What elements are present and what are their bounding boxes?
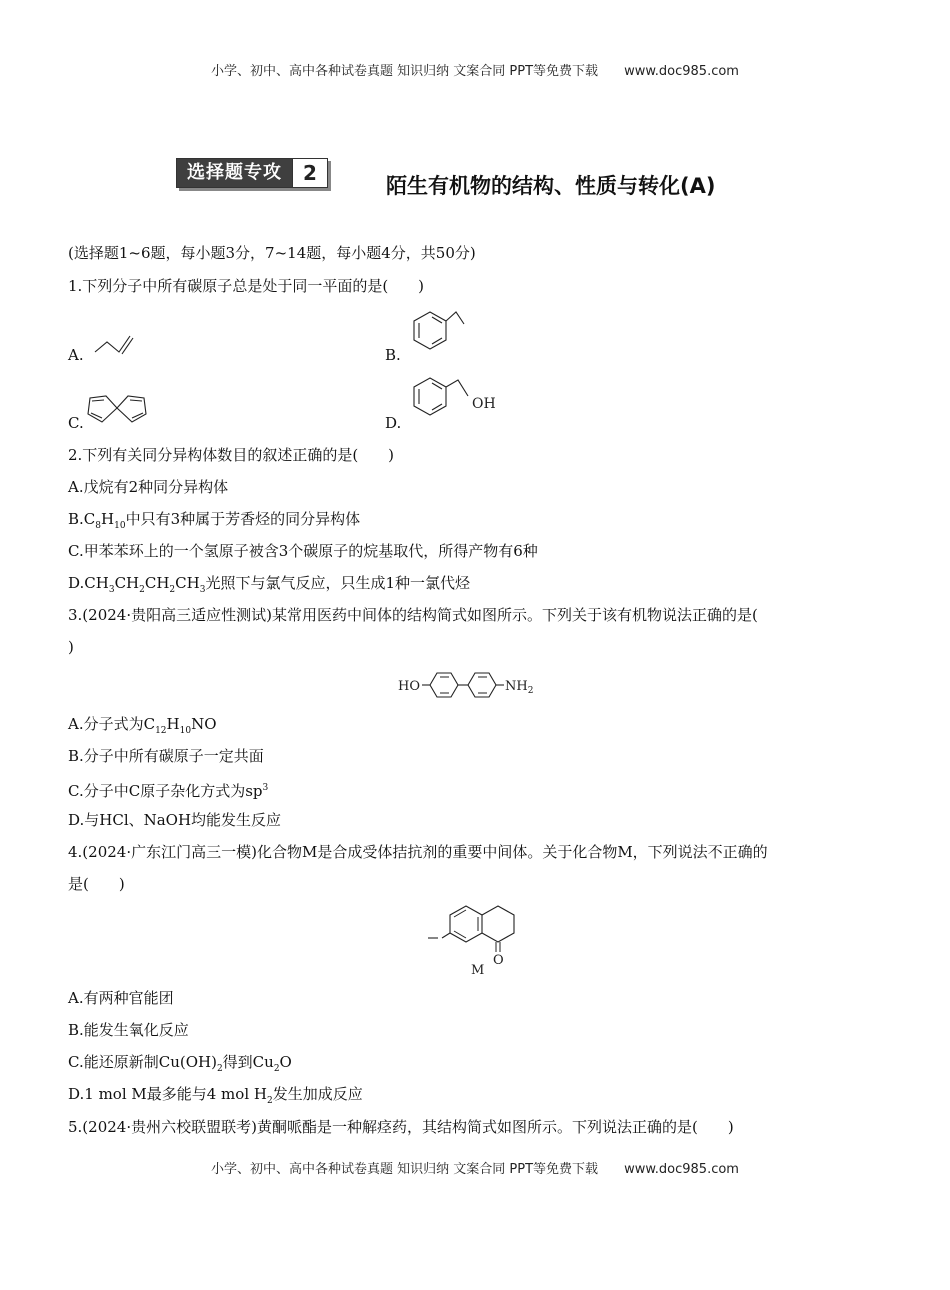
q1-option-d-label: D. xyxy=(385,414,402,432)
section-title xyxy=(176,158,876,202)
text-part: A.分子式为C xyxy=(68,715,156,733)
text-part: O xyxy=(279,1053,292,1071)
text-part: C.分子中C原子杂化方式为sp xyxy=(68,782,263,800)
text-part: 光照下与氯气反应，只生成1种一氯代烃 xyxy=(205,574,470,592)
text-part: C.能还原新制Cu(OH) xyxy=(68,1053,217,1071)
q3-nh-label: NH xyxy=(505,679,528,694)
text-part: 发生加成反应 xyxy=(272,1085,363,1103)
subscript: 3 xyxy=(108,585,115,595)
q3-structure xyxy=(398,667,558,703)
q4-structure xyxy=(422,898,532,978)
q2-option-d xyxy=(68,573,470,600)
subscript: 10 xyxy=(179,726,192,736)
q3-stem-line2: ) xyxy=(68,638,74,656)
q4-stem-line2: 是( ) xyxy=(68,875,125,893)
superscript: 3 xyxy=(262,783,269,793)
q2-option-b xyxy=(68,509,360,536)
q3-option-c xyxy=(68,778,268,801)
q3-option-d: D.与HCl、NaOH均能发生反应 xyxy=(68,811,282,829)
page-footer xyxy=(0,1158,950,1177)
text-part: CH xyxy=(144,574,170,592)
q3-stem-line1: 3.(2024·贵阳高三适应性测试)某常用医药中间体的结构简式如图所示。下列关于该有机物说法正确的是( xyxy=(68,606,758,624)
q2-option-c: C.甲苯苯环上的一个氢原子被含3个碳原子的烷基取代，所得产物有6种 xyxy=(68,542,538,560)
text-part: CH xyxy=(114,574,140,592)
text-part: CH xyxy=(175,574,200,592)
q1-option-d-structure xyxy=(406,372,510,430)
q4-stem-line1: 4.(2024·广东江门高三一模)化合物M是合成受体拮抗剂的重要中间体。关于化合物M，下列说法不正确的 xyxy=(68,843,768,861)
q4-m-label: M xyxy=(471,963,485,978)
text-part: H xyxy=(166,715,180,733)
svg-text:NH2 xyxy=(505,679,533,696)
header-site: www.doc985.com xyxy=(624,64,739,79)
text-part: D.CH xyxy=(68,574,109,592)
q4-option-c xyxy=(68,1052,292,1079)
text-part: 中只有3种属于芳香烃的同分异构体 xyxy=(125,510,361,528)
q4-o-label: O xyxy=(493,953,504,968)
q1-d-oh-label: OH xyxy=(472,396,496,412)
subscript: 2 xyxy=(216,1064,223,1074)
text-part: H xyxy=(101,510,115,528)
q1-option-a-structure xyxy=(92,330,138,356)
text-part: NO xyxy=(191,715,217,733)
page-header xyxy=(0,60,950,79)
q3-ho-label: HO xyxy=(398,679,420,694)
q5-stem: 5.(2024·贵州六校联盟联考)黄酮哌酯是一种解痉药，其结构简式如图所示。下列说法正确的是( ) xyxy=(68,1118,734,1136)
q2-stem: 2.下列有关同分异构体数目的叙述正确的是( ) xyxy=(68,446,395,464)
q1-option-c-label: C. xyxy=(68,414,84,432)
header-text: 小学、初中、高中各种试卷真题 知识归纳 文案合同 PPT等免费下载 xyxy=(211,64,599,79)
text-part: 得到Cu xyxy=(222,1053,274,1071)
subscript: 3 xyxy=(199,585,206,595)
q1-option-b-label: B. xyxy=(385,346,401,364)
title-badge xyxy=(176,158,328,188)
q4-option-d xyxy=(68,1084,363,1111)
text-part: D.1 mol M最多能与4 mol H xyxy=(68,1085,267,1103)
q3-nh-subscript: 2 xyxy=(527,686,534,696)
subscript: 2 xyxy=(169,585,176,595)
footer-text: 小学、初中、高中各种试卷真题 知识归纳 文案合同 PPT等免费下载 xyxy=(211,1162,599,1177)
subscript: 8 xyxy=(95,521,102,531)
subscript: 12 xyxy=(155,726,167,736)
q4-option-a: A.有两种官能团 xyxy=(68,989,174,1007)
intro-text: (选择题1~6题，每小题3分，7~14题，每小题4分，共50分) xyxy=(68,244,476,262)
badge-number: 2 xyxy=(292,159,327,187)
page-title: 陌生有机物的结构、性质与转化(A) xyxy=(386,174,716,198)
q3-option-b: B.分子中所有碳原子一定共面 xyxy=(68,747,264,765)
text-part: B.C xyxy=(68,510,96,528)
badge-label: 选择题专攻 xyxy=(177,159,292,187)
q1-option-c-structure xyxy=(80,388,154,428)
q1-option-b-structure xyxy=(408,306,472,364)
footer-site: www.doc985.com xyxy=(624,1162,739,1177)
q2-option-a: A.戊烷有2种同分异构体 xyxy=(68,478,229,496)
subscript: 2 xyxy=(139,585,145,595)
subscript: 2 xyxy=(266,1096,273,1106)
q1-option-a-label: A. xyxy=(68,346,84,364)
q1-stem: 1.下列分子中所有碳原子总是处于同一平面的是( ) xyxy=(68,277,425,295)
q4-option-b: B.能发生氧化反应 xyxy=(68,1021,189,1039)
subscript: 2 xyxy=(273,1064,280,1074)
q3-option-a xyxy=(68,714,217,741)
subscript: 10 xyxy=(114,521,126,531)
